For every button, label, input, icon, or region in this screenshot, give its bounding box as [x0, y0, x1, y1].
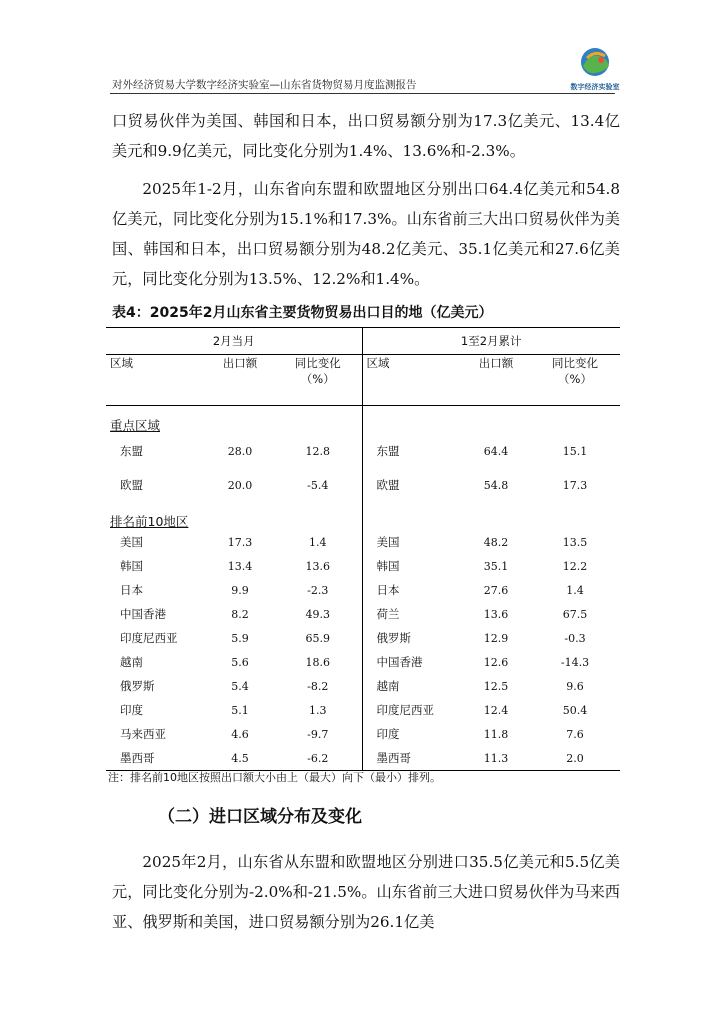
table-row: 中国香港 8.2 49.3 荷兰 13.6 67.5: [106, 602, 620, 626]
table-row: 越南 5.6 18.6 中国香港 12.6 -14.3: [106, 650, 620, 674]
table-row: 美国 17.3 1.4 美国 48.2 13.5: [106, 530, 620, 554]
header-title: 对外经济贸易大学数字经济实验室—山东省货物贸易月度监测报告: [112, 79, 417, 91]
table-row: 墨西哥 4.5 -6.2 墨西哥 11.3 2.0: [106, 746, 620, 771]
group-header-cumulative: 1至2月累计: [362, 328, 620, 355]
table-row: 俄罗斯 5.4 -8.2 越南 12.5 9.6: [106, 674, 620, 698]
group-row-key-regions: [106, 406, 620, 435]
col-header-change: 同比变化 （%）: [530, 355, 620, 406]
header-divider: [110, 93, 615, 94]
col-header-region: 区域: [106, 355, 206, 406]
section-title: （二）进口区域分布及变化: [158, 807, 362, 827]
paragraph-1: 口贸易伙伴为美国、韩国和日本，出口贸易额分别为17.3亿美元、13.4亿美元和9.9亿美元，同比变化分别为1.4%、13.6%和-2.3%。: [112, 112, 620, 160]
table-row: 欧盟 20.0 -5.4 欧盟 54.8 17.3: [106, 468, 620, 502]
group-header-month: 2月当月: [106, 328, 362, 355]
table-row: 印度尼西亚 5.9 65.9 俄罗斯 12.9 -0.3: [106, 626, 620, 650]
col-header-export: 出口额: [206, 355, 274, 406]
table-note: 注：排名前10地区按照出口额大小由上（最大）向下（最小）排列。: [108, 771, 441, 784]
group-label-key: 重点区域: [106, 406, 362, 435]
col-header-region: 区域: [362, 355, 462, 406]
table-column-header: [106, 355, 620, 406]
paragraph-2: 2025年1-2月，山东省向东盟和欧盟地区分别出口64.4亿美元和54.8亿美元，同比变化分别为15.1%和17.3%。山东省前三大出口贸易伙伴为美国、韩国和日本，出口贸易额分别为48.2亿美元、35.1亿美元和27.6亿美元，同比变化分别为13.5%、12.2%和1.4%。: [112, 180, 620, 288]
group-label-top10: 排名前10地区: [106, 502, 362, 530]
globe-icon: [575, 46, 615, 78]
table-row: 马来西亚 4.6 -9.7 印度 11.8 7.6: [106, 722, 620, 746]
table-group-header: [106, 328, 620, 355]
table-row: 东盟 28.0 12.8 东盟 64.4 15.1: [106, 434, 620, 468]
group-row-top10: [106, 502, 620, 530]
table-row: 印度 5.1 1.3 印度尼西亚 12.4 50.4: [106, 698, 620, 722]
col-header-change: 同比变化 （%）: [274, 355, 362, 406]
paragraph-3: 2025年2月，山东省从东盟和欧盟地区分别进口35.5亿美元和5.5亿美元，同比变化分别为-2.0%和-21.5%。山东省前三大进口贸易伙伴为马来西亚、俄罗斯和美国，进口贸易额分别为26.1亿美: [112, 853, 620, 931]
export-destination-table: [106, 327, 620, 771]
table-row: 韩国 13.4 13.6 韩国 35.1 12.2: [106, 554, 620, 578]
table-caption: 表4：2025年2月山东省主要货物贸易出口目的地（亿美元）: [112, 305, 493, 321]
lab-logo: [570, 46, 620, 90]
col-header-export: 出口额: [462, 355, 530, 406]
table-row: 日本 9.9 -2.3 日本 27.6 1.4: [106, 578, 620, 602]
logo-text: 数字经济实验室: [570, 83, 620, 91]
